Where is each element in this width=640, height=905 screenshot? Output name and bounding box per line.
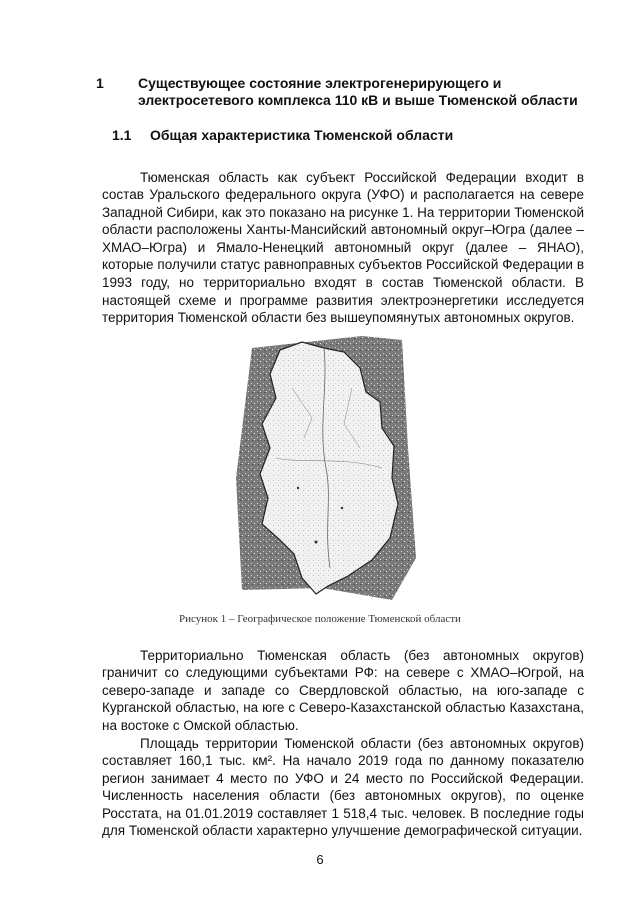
subsection-title: Общая характеристика Тюменской области: [150, 127, 454, 143]
figure-caption: Рисунок 1 – Географическое положение Тюменской области: [179, 613, 461, 625]
page-number: 6: [316, 852, 324, 867]
paragraph-intro: Тюменская область как субъект Российской Федерации входит в состав Уральского федерального округа (УФО) и располагается на севере Западной Сибири, как это показано на рисунке 1. На территории Тюменской области расположены Ханты-Мансийский автономный округ–Югра (далее – ХМАО–Югра) и Ямало-Ненецкий автономный округ (далее – ЯНАО), которые получили статус равноправных субъектов Российской Федерации в 1993 году, но территориально входят в состав Тюменской области. В настоящей схеме и программе развития электроэнергетики исследуется территория Тюменской области без вышеупомянутых автономных округов.: [102, 169, 584, 326]
section-number: 1: [96, 75, 104, 91]
section-title: Существующее состояние электрогенерирующего и электросетевого комплекса 110 кВ и выше Тюменской области: [138, 75, 578, 108]
subsection-number: 1.1: [112, 127, 132, 143]
region-map-image: [232, 328, 418, 602]
region-map-figure: [232, 328, 418, 602]
paragraph-borders: Территориально Тюменская область (без автономных округов) граничит со следующими субъектами РФ: на севере с ХМАО–Югрой, на северо-западе и западе со Свердловской областью, на юго-западе с Курганской областью, на юге с Северо-Казахстанской областью Казахстана, на востоке с Омской областью.: [102, 647, 584, 733]
paragraph-area-population: Площадь территории Тюменской области (без автономных округов) составляет 160,1 тыс. км². На начало 2019 года по данному показателю регион занимает 4 место по УФО и 24 место по Российской Федерации. Численность населения области (без автономных округов), по оценке Росстата, на 01.01.2019 составляет 1 518,4 тыс. человек. В последние годы для Тюменской области характерно улучшение демографической ситуации.: [102, 735, 584, 839]
